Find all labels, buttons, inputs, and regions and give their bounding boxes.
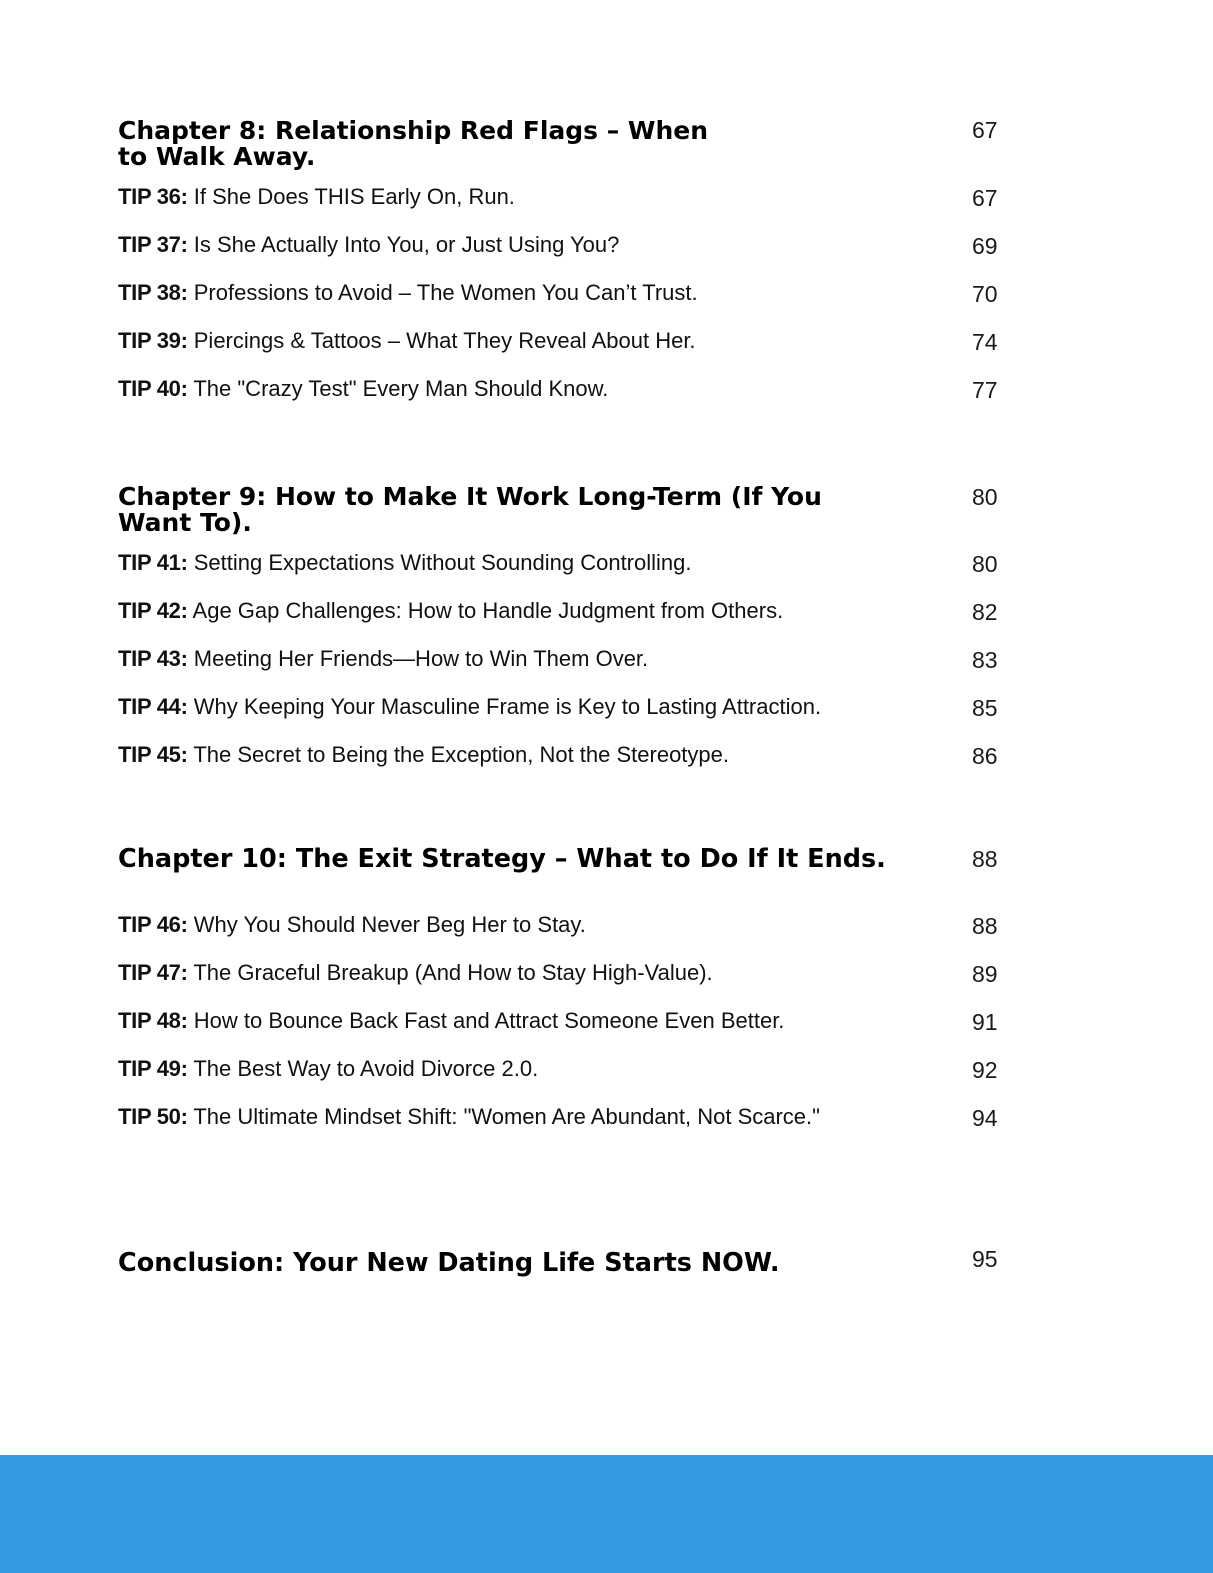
- tip-entry: [118, 598, 783, 624]
- tip-page-number: 89: [972, 961, 998, 987]
- tip-label: TIP 44:: [118, 694, 188, 719]
- tip-entry: [118, 1056, 538, 1082]
- tip-entry: [118, 376, 608, 402]
- conclusion-page-number: 95: [972, 1246, 998, 1272]
- tip-page-number: 70: [972, 281, 998, 307]
- tip-text: Setting Expectations Without Sounding Controlling.: [187, 550, 692, 575]
- tip-page-number: 69: [972, 233, 998, 259]
- tip-text: The Best Way to Avoid Divorce 2.0.: [187, 1056, 539, 1081]
- tip-text: The Secret to Being the Exception, Not the Stereotype.: [187, 742, 730, 767]
- tip-label: TIP 50:: [118, 1104, 188, 1129]
- chapter-page-number: 67: [972, 117, 998, 143]
- tip-entry: [118, 1104, 820, 1130]
- conclusion-heading: Conclusion: Your New Dating Life Starts NOW.: [118, 1248, 780, 1278]
- tip-text: If She Does THIS Early On, Run.: [187, 184, 515, 209]
- chapter-heading: Chapter 10: The Exit Strategy – What to Do If It Ends.: [118, 844, 886, 874]
- tip-text: The Graceful Breakup (And How to Stay High-Value).: [187, 960, 713, 985]
- tip-page-number: 83: [972, 647, 998, 673]
- tip-entry: [118, 694, 821, 720]
- tip-text: Professions to Avoid – The Women You Can’t Trust.: [187, 280, 698, 305]
- tip-page-number: 88: [972, 913, 998, 939]
- tip-entry: [118, 742, 729, 768]
- tip-page-number: 77: [972, 377, 998, 403]
- tip-label: TIP 37:: [118, 232, 188, 257]
- tip-label: TIP 43:: [118, 646, 188, 671]
- tip-page-number: 74: [972, 329, 998, 355]
- tip-page-number: 85: [972, 695, 998, 721]
- tip-page-number: 94: [972, 1105, 998, 1131]
- tip-text: The "Crazy Test" Every Man Should Know.: [187, 376, 609, 401]
- tip-page-number: 91: [972, 1009, 998, 1035]
- tip-label: TIP 45:: [118, 742, 188, 767]
- tip-text: Piercings & Tattoos – What They Reveal About Her.: [187, 328, 696, 353]
- tip-entry: [118, 280, 698, 306]
- tip-label: TIP 41:: [118, 550, 188, 575]
- chapter-heading: Chapter 9: How to Make It Work Long-Term (If You Want To).: [118, 482, 822, 537]
- tip-page-number: 86: [972, 743, 998, 769]
- tip-label: TIP 36:: [118, 184, 188, 209]
- tip-label: TIP 46:: [118, 912, 188, 937]
- chapter-page-number: 80: [972, 484, 998, 510]
- footer-bar: [0, 1455, 1213, 1573]
- tip-label: TIP 48:: [118, 1008, 188, 1033]
- tip-page-number: 67: [972, 185, 998, 211]
- chapter-page-number: 88: [972, 846, 998, 872]
- tip-entry: [118, 232, 619, 258]
- tip-label: TIP 49:: [118, 1056, 188, 1081]
- tip-text: Age Gap Challenges: How to Handle Judgment from Others.: [187, 598, 784, 623]
- tip-entry: [118, 1008, 784, 1034]
- tip-label: TIP 38:: [118, 280, 188, 305]
- tip-text: Is She Actually Into You, or Just Using You?: [187, 232, 620, 257]
- tip-entry: [118, 912, 586, 938]
- tip-text: Meeting Her Friends—How to Win Them Over.: [187, 646, 649, 671]
- tip-entry: [118, 646, 648, 672]
- tip-label: TIP 39:: [118, 328, 188, 353]
- tip-entry: [118, 960, 713, 986]
- tip-label: TIP 40:: [118, 376, 188, 401]
- tip-label: TIP 42:: [118, 598, 188, 623]
- tip-page-number: 92: [972, 1057, 998, 1083]
- tip-page-number: 80: [972, 551, 998, 577]
- tip-entry: [118, 328, 696, 354]
- tip-entry: [118, 550, 692, 576]
- tip-text: Why Keeping Your Masculine Frame is Key to Lasting Attraction.: [187, 694, 822, 719]
- tip-text: The Ultimate Mindset Shift: "Women Are Abundant, Not Scarce.": [187, 1104, 820, 1129]
- chapter-heading: Chapter 8: Relationship Red Flags – When to Walk Away.: [118, 116, 709, 171]
- tip-page-number: 82: [972, 599, 998, 625]
- tip-text: How to Bounce Back Fast and Attract Someone Even Better.: [187, 1008, 785, 1033]
- tip-label: TIP 47:: [118, 960, 188, 985]
- tip-entry: [118, 184, 515, 210]
- tip-text: Why You Should Never Beg Her to Stay.: [187, 912, 586, 937]
